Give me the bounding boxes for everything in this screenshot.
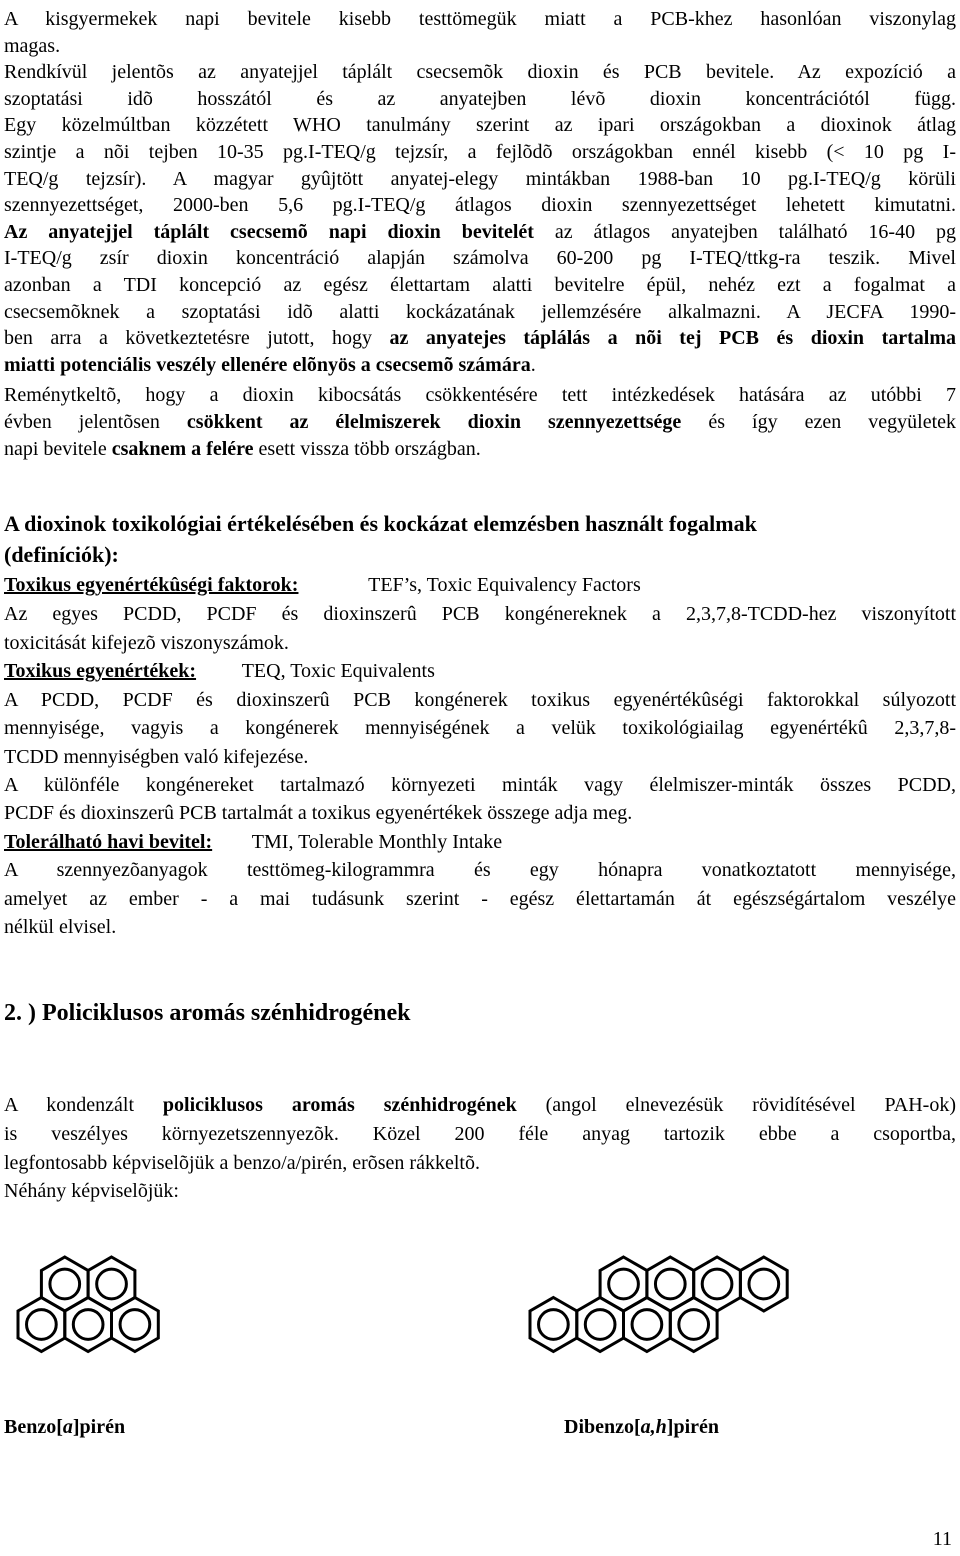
text: Reménytkeltõ, hogy a dioxin kibocsátás csökkentésére tett intézkedések hatására az utóbbi 7: [4, 384, 956, 407]
paragraph-line: [4, 139, 956, 165]
tef-definition-1: Az egyes PCDD, PCDF és dioxinszerû PCB kongénereknek a 2,3,7,8-TCDD-hez viszonyított: [4, 603, 956, 625]
paragraph-line: [4, 6, 956, 32]
bap-aromatic-circle: [27, 1310, 57, 1340]
benzo-a-pyrene-structure: [0, 1244, 280, 1374]
caption-dibenzo-ah-pyrene: [564, 1414, 719, 1440]
page-number: 11: [932, 1528, 952, 1550]
bold-text: csaknem a felére: [111, 437, 254, 460]
paragraph-line: [4, 219, 956, 245]
bap-aromatic-circle: [120, 1310, 150, 1340]
definitions-heading-line2: (definíciók):: [4, 542, 119, 567]
bap-aromatic-circle: [73, 1310, 103, 1340]
tmi-definition-2: amelyet az ember - a mai tudásunk szerint - egész élettartamán át egészségártalom veszélye: [4, 888, 956, 910]
text: A kisgyermekek napi bevitele kisebb testtömegük miatt a PCB-khez hasonlóan viszonylag: [4, 8, 956, 30]
paragraph-line: [4, 33, 60, 59]
pah-paragraph-2: is veszélyes környezetszennyezõk. Közel 200 féle anyag tartozik ebbe a csoportba,: [4, 1123, 956, 1145]
teq-definition-5: PCDF és dioxinszerû PCB tartalmát a toxikus egyenértékek összege adja meg.: [4, 802, 633, 824]
text: szintje a nõi tejben 10-35 pg.I-TEQ/g tejzsír, a fejlõdõ országokban ennél kisebb (< 10 pg I-: [4, 141, 956, 163]
text: TEQ/g tejzsír). A magyar gyûjtött anyatej-elegy mintákban 1988-ban 10 pg.I-TEQ/g körüli: [4, 167, 956, 190]
text: azonban a TDI koncepció az egész élettartam alatti bevitelre épül, nehéz ezt a fogalmat a: [4, 274, 956, 296]
dbap-aromatic-circle: [609, 1269, 639, 1299]
tmi-label: Tolerálható havi bevitel:: [4, 831, 213, 853]
tmi-definition-3: nélkül elvisel.: [4, 916, 117, 938]
definitions-heading-line1: A dioxinok toxikológiai értékelésében és kockázat elemzésben használt fogalmak: [4, 511, 757, 536]
caption-text: ]pirén: [666, 1416, 720, 1438]
paragraph-line: [4, 112, 956, 138]
text: magas.: [4, 34, 61, 57]
text: szennyezettséget, 2000-ben 5,6 pg.I-TEQ/g átlagos dioxin szennyezettséget lehetett kimutatni.: [4, 194, 956, 217]
dbap-aromatic-circle: [539, 1310, 569, 1340]
text: .: [530, 353, 536, 376]
dbap-aromatic-circle: [679, 1310, 709, 1340]
paragraph-line: [4, 409, 956, 435]
paragraph-line: [4, 299, 956, 325]
bold-text: csökkent az élelmiszerek dioxin szennyezettsége: [186, 411, 682, 433]
tmi-term: [4, 829, 502, 855]
pah-paragraph-1: [4, 1092, 956, 1118]
section-2-title: 2. ) Policiklusos aromás szénhidrogének: [4, 1000, 411, 1026]
dbap-ring: [530, 1298, 577, 1352]
dbap-aromatic-circle: [702, 1269, 732, 1299]
teq-term: [4, 658, 435, 684]
tef-term: [4, 572, 641, 598]
tef-definition-2: toxicitását kifejezõ viszonyszámok.: [4, 632, 289, 654]
caption-text: ]pirén: [72, 1416, 126, 1438]
bap-aromatic-circle: [97, 1269, 127, 1299]
caption-italic: a: [62, 1416, 73, 1438]
dbap-ring: [624, 1298, 671, 1352]
dbap-aromatic-circle: [585, 1310, 615, 1340]
bap-ring: [112, 1298, 159, 1352]
text: és így ezen vegyületek: [681, 411, 957, 433]
text: napi bevitele: [4, 437, 112, 460]
text: I-TEQ/g zsír dioxin koncentráció alapján számolva 60-200 pg I-TEQ/ttkg-ra teszik. Mivel: [4, 247, 956, 270]
text: Rendkívül jelentõs az anyatejjel táplált csecsemõk dioxin és PCB bevitele. Az expozíció a: [4, 61, 956, 84]
pah-bold: policiklusos aromás szénhidrogének: [162, 1094, 517, 1116]
paragraph-line: [4, 245, 956, 271]
text: csecsemõknek a szoptatási idõ alatti kockázatának jellemzésére alkalmazni. A JECFA 1990-: [4, 300, 956, 323]
text: az átlagos anyatejben található 16-40 pg: [533, 220, 957, 243]
caption-text: Dibenzo[: [564, 1416, 641, 1438]
paragraph-line: [4, 272, 956, 298]
pah-text: A kondenzált: [4, 1094, 163, 1116]
paragraph-line: [4, 352, 536, 378]
bap-ring: [18, 1298, 65, 1352]
tmi-value: TMI, Tolerable Monthly Intake: [251, 831, 503, 853]
text: esett vissza több országban.: [253, 437, 481, 460]
paragraph-line: [4, 86, 956, 112]
teq-definition-4: A különféle kongénereket tartalmazó környezeti minták vagy élelmiszer-minták összes PCDD,: [4, 774, 956, 796]
teq-label: Toxikus egyenértékek:: [4, 660, 197, 682]
dbap-aromatic-circle: [632, 1310, 662, 1340]
bold-text: az anyatejes táplálás a nõi tej PCB és dioxin tartalma: [389, 327, 956, 350]
dbap-aromatic-circle: [749, 1269, 779, 1299]
text: Egy közelmúltban közzétett WHO tanulmány szerint az ipari országokban a dioxinok átlag: [4, 114, 956, 137]
paragraph-line: [4, 436, 481, 462]
teq-definition-1: A PCDD, PCDF és dioxinszerû PCB kongénerek toxikus egyenértékûségi faktorokkal súlyozott: [4, 689, 956, 711]
caption-italic: a,h: [640, 1416, 667, 1438]
teq-value: TEQ, Toxic Equivalents: [241, 660, 435, 682]
teq-definition-3: TCDD mennyiségben való kifejezése.: [4, 746, 309, 768]
teq-definition-2: mennyisége, vagyis a kongénerek mennyiségének a velük toxikológiailag egyenértékû 2,3,7,8-: [4, 717, 956, 739]
caption-benzo-a-pyrene: [4, 1414, 125, 1440]
text: szoptatási idõ hosszától és az anyatejben lévõ dioxin koncentrációtól függ.: [4, 87, 956, 110]
text: évben jelentõsen: [4, 411, 187, 433]
paragraph-line: [4, 382, 956, 408]
dibenzo-ah-pyrene-structure: [520, 1244, 940, 1374]
tef-value: TEF’s, Toxic Equivalency Factors: [368, 574, 641, 596]
bold-text: Az anyatejjel táplált csecsemõ napi dioxin bevitelét: [4, 220, 534, 243]
dbap-ring: [740, 1257, 787, 1311]
bold-text: miatti potenciális veszély ellenére elõnyös a csecsemõ számára: [4, 353, 531, 376]
pah-paragraph-4: Néhány képviselõjük:: [4, 1180, 179, 1202]
paragraph-line: [4, 166, 956, 192]
paragraph-line: [4, 325, 956, 351]
caption-text: Benzo[: [4, 1416, 63, 1438]
pah-paragraph-3: legfontosabb képviselõjük a benzo/a/pirén, erõsen rákkeltõ.: [4, 1152, 480, 1174]
text: ben arra a következtetésre jutott, hogy: [4, 327, 390, 350]
paragraph-line: [4, 59, 956, 85]
pah-text: (angol elnevezésük rövidítésével PAH-ok): [516, 1094, 956, 1116]
tmi-definition-1: A szennyezõanyagok testtömeg-kilogrammra és egy hónapra vonatkoztatott mennyisége,: [4, 859, 956, 881]
dbap-ring: [670, 1298, 717, 1352]
dbap-aromatic-circle: [655, 1269, 685, 1299]
tef-label: Toxikus egyenértékûségi faktorok:: [4, 574, 299, 596]
paragraph-line: [4, 192, 956, 218]
bap-aromatic-circle: [50, 1269, 80, 1299]
